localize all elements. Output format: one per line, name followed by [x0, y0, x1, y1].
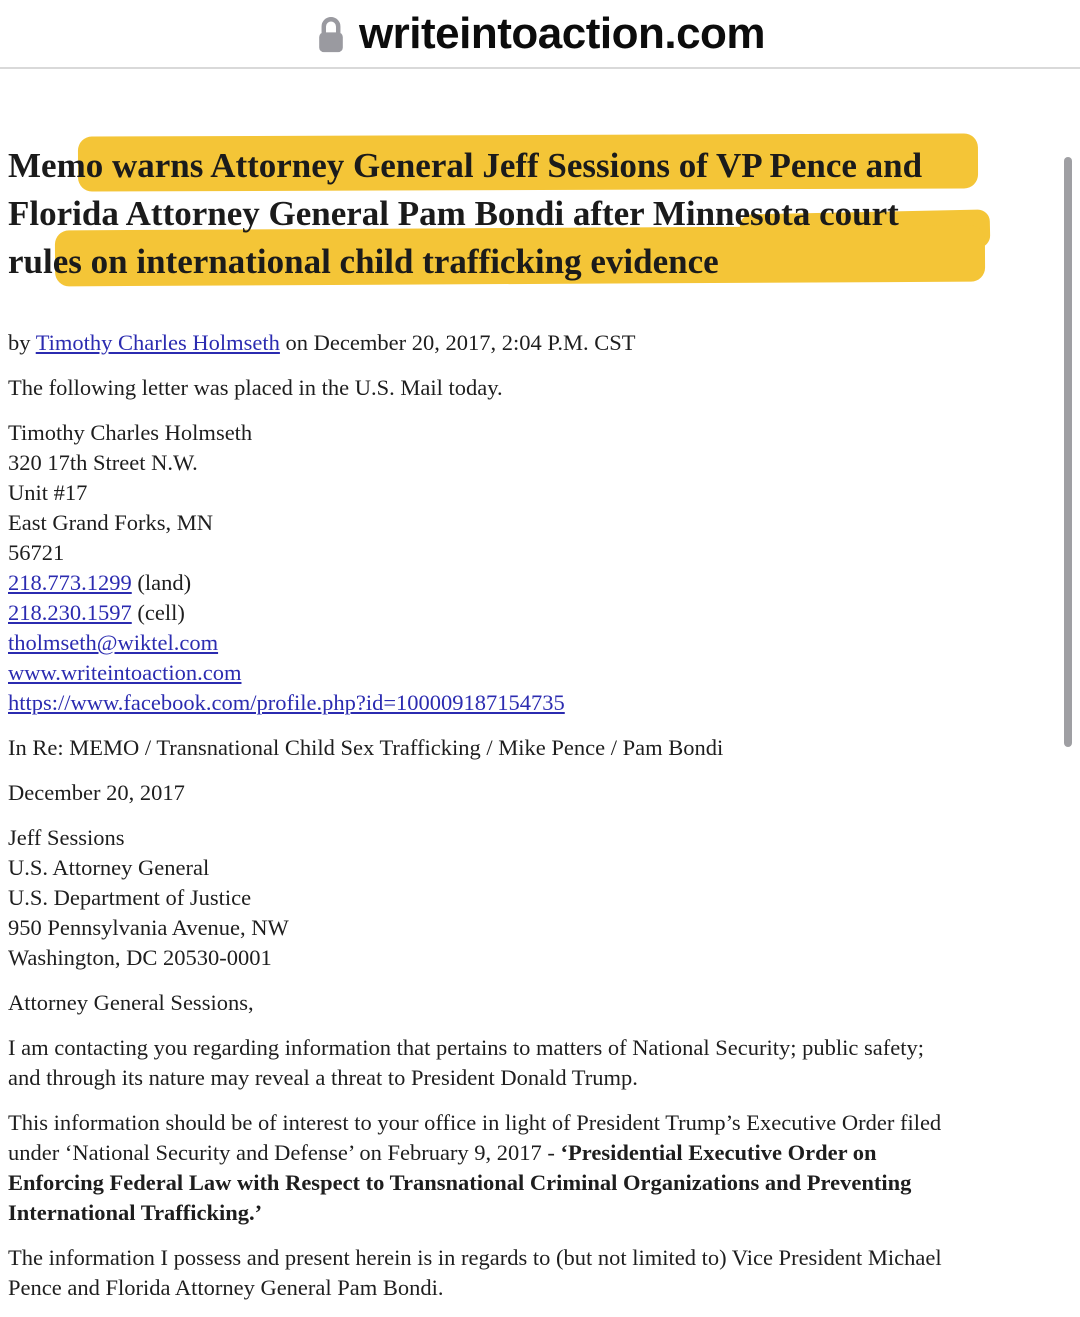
bold-text: International Trafficking.’ [8, 1200, 263, 1225]
inline-link[interactable]: https://www.facebook.com/profile.php?id=100009187154735 [8, 690, 565, 715]
inline-link[interactable]: 218.230.1597 [8, 600, 132, 625]
inline-link[interactable]: www.writeintoaction.com [8, 660, 242, 685]
text-segment: In Re: MEMO / Transnational Child Sex Trafficking / Mike Pence / Pam Bondi [8, 735, 724, 760]
text-segment: U.S. Department of Justice [8, 885, 252, 910]
url-domain-text: writeintoaction.com [358, 8, 766, 58]
bold-text: ‘Presidential Executive Order on [560, 1140, 877, 1165]
text-segment: Washington, DC 20530-0001 [8, 945, 272, 970]
text-segment: Attorney General Sessions, [8, 990, 254, 1015]
text-segment: This information should be of interest to your office in light of President Trump’s Executive Order filed [8, 1110, 942, 1135]
text-segment: 56721 [8, 540, 65, 565]
text-segment: by [8, 330, 36, 355]
paragraph-national-security [8, 1033, 1060, 1093]
text-segment: Jeff Sessions [8, 825, 125, 850]
intro-line [8, 373, 1060, 403]
text-segment: (cell) [131, 600, 185, 625]
salutation [8, 988, 1060, 1018]
bold-text: Enforcing Federal Law with Respect to Transnational Criminal Organizations and Preventing [8, 1170, 912, 1195]
recipient-address-block [8, 823, 1060, 973]
text-segment: on December 20, 2017, 2:04 P.M. CST [279, 330, 636, 355]
text-segment: The following letter was placed in the U.S. Mail today. [8, 375, 503, 400]
text-segment: 950 Pennsylvania Avenue, NW [8, 915, 289, 940]
re-line [8, 733, 1060, 763]
text-segment: Memo warns Attorney General Jeff Sessions of VP Pence and [8, 146, 923, 185]
lock-icon [315, 14, 347, 56]
text-segment: Pence and Florida Attorney General Pam Bondi. [8, 1275, 444, 1300]
browser-url-bar[interactable] [0, 0, 1080, 69]
sender-address-block [8, 418, 1060, 718]
text-segment: under ‘National Security and Defense’ on February 9, 2017 - [8, 1140, 561, 1165]
text-segment: and through its nature may reveal a threat to President Donald Trump. [8, 1065, 638, 1090]
scrollbar-thumb[interactable] [1064, 157, 1072, 747]
text-segment: The information I possess and present herein is in regards to (but not limited to) Vice President Michael [8, 1245, 942, 1270]
text-segment: East Grand Forks, MN [8, 510, 213, 535]
text-segment: I am contacting you regarding information that pertains to matters of National Security; public safety; [8, 1035, 924, 1060]
text-segment: December 20, 2017 [8, 780, 185, 805]
paragraph-subjects [8, 1243, 1060, 1303]
text-segment: Timothy Charles Holmseth [8, 420, 253, 445]
text-segment: U.S. Attorney General [8, 855, 210, 880]
inline-link[interactable]: tholmseth@wiktel.com [8, 630, 219, 655]
inline-link[interactable]: Timothy Charles Holmseth [35, 330, 280, 355]
byline [8, 328, 1060, 358]
inline-link[interactable]: 218.773.1299 [8, 570, 132, 595]
text-segment: 320 17th Street N.W. [8, 450, 198, 475]
paragraph-executive-order [8, 1108, 1060, 1228]
text-segment: Unit #17 [8, 480, 88, 505]
article-content [8, 142, 1060, 1303]
text-segment: rules on international child trafficking evidence [8, 242, 719, 281]
text-segment: Florida Attorney General Pam Bondi after Minnesota court [8, 194, 899, 233]
text-segment: (land) [131, 570, 192, 595]
article-headline [8, 142, 1060, 286]
date-line [8, 778, 1060, 808]
